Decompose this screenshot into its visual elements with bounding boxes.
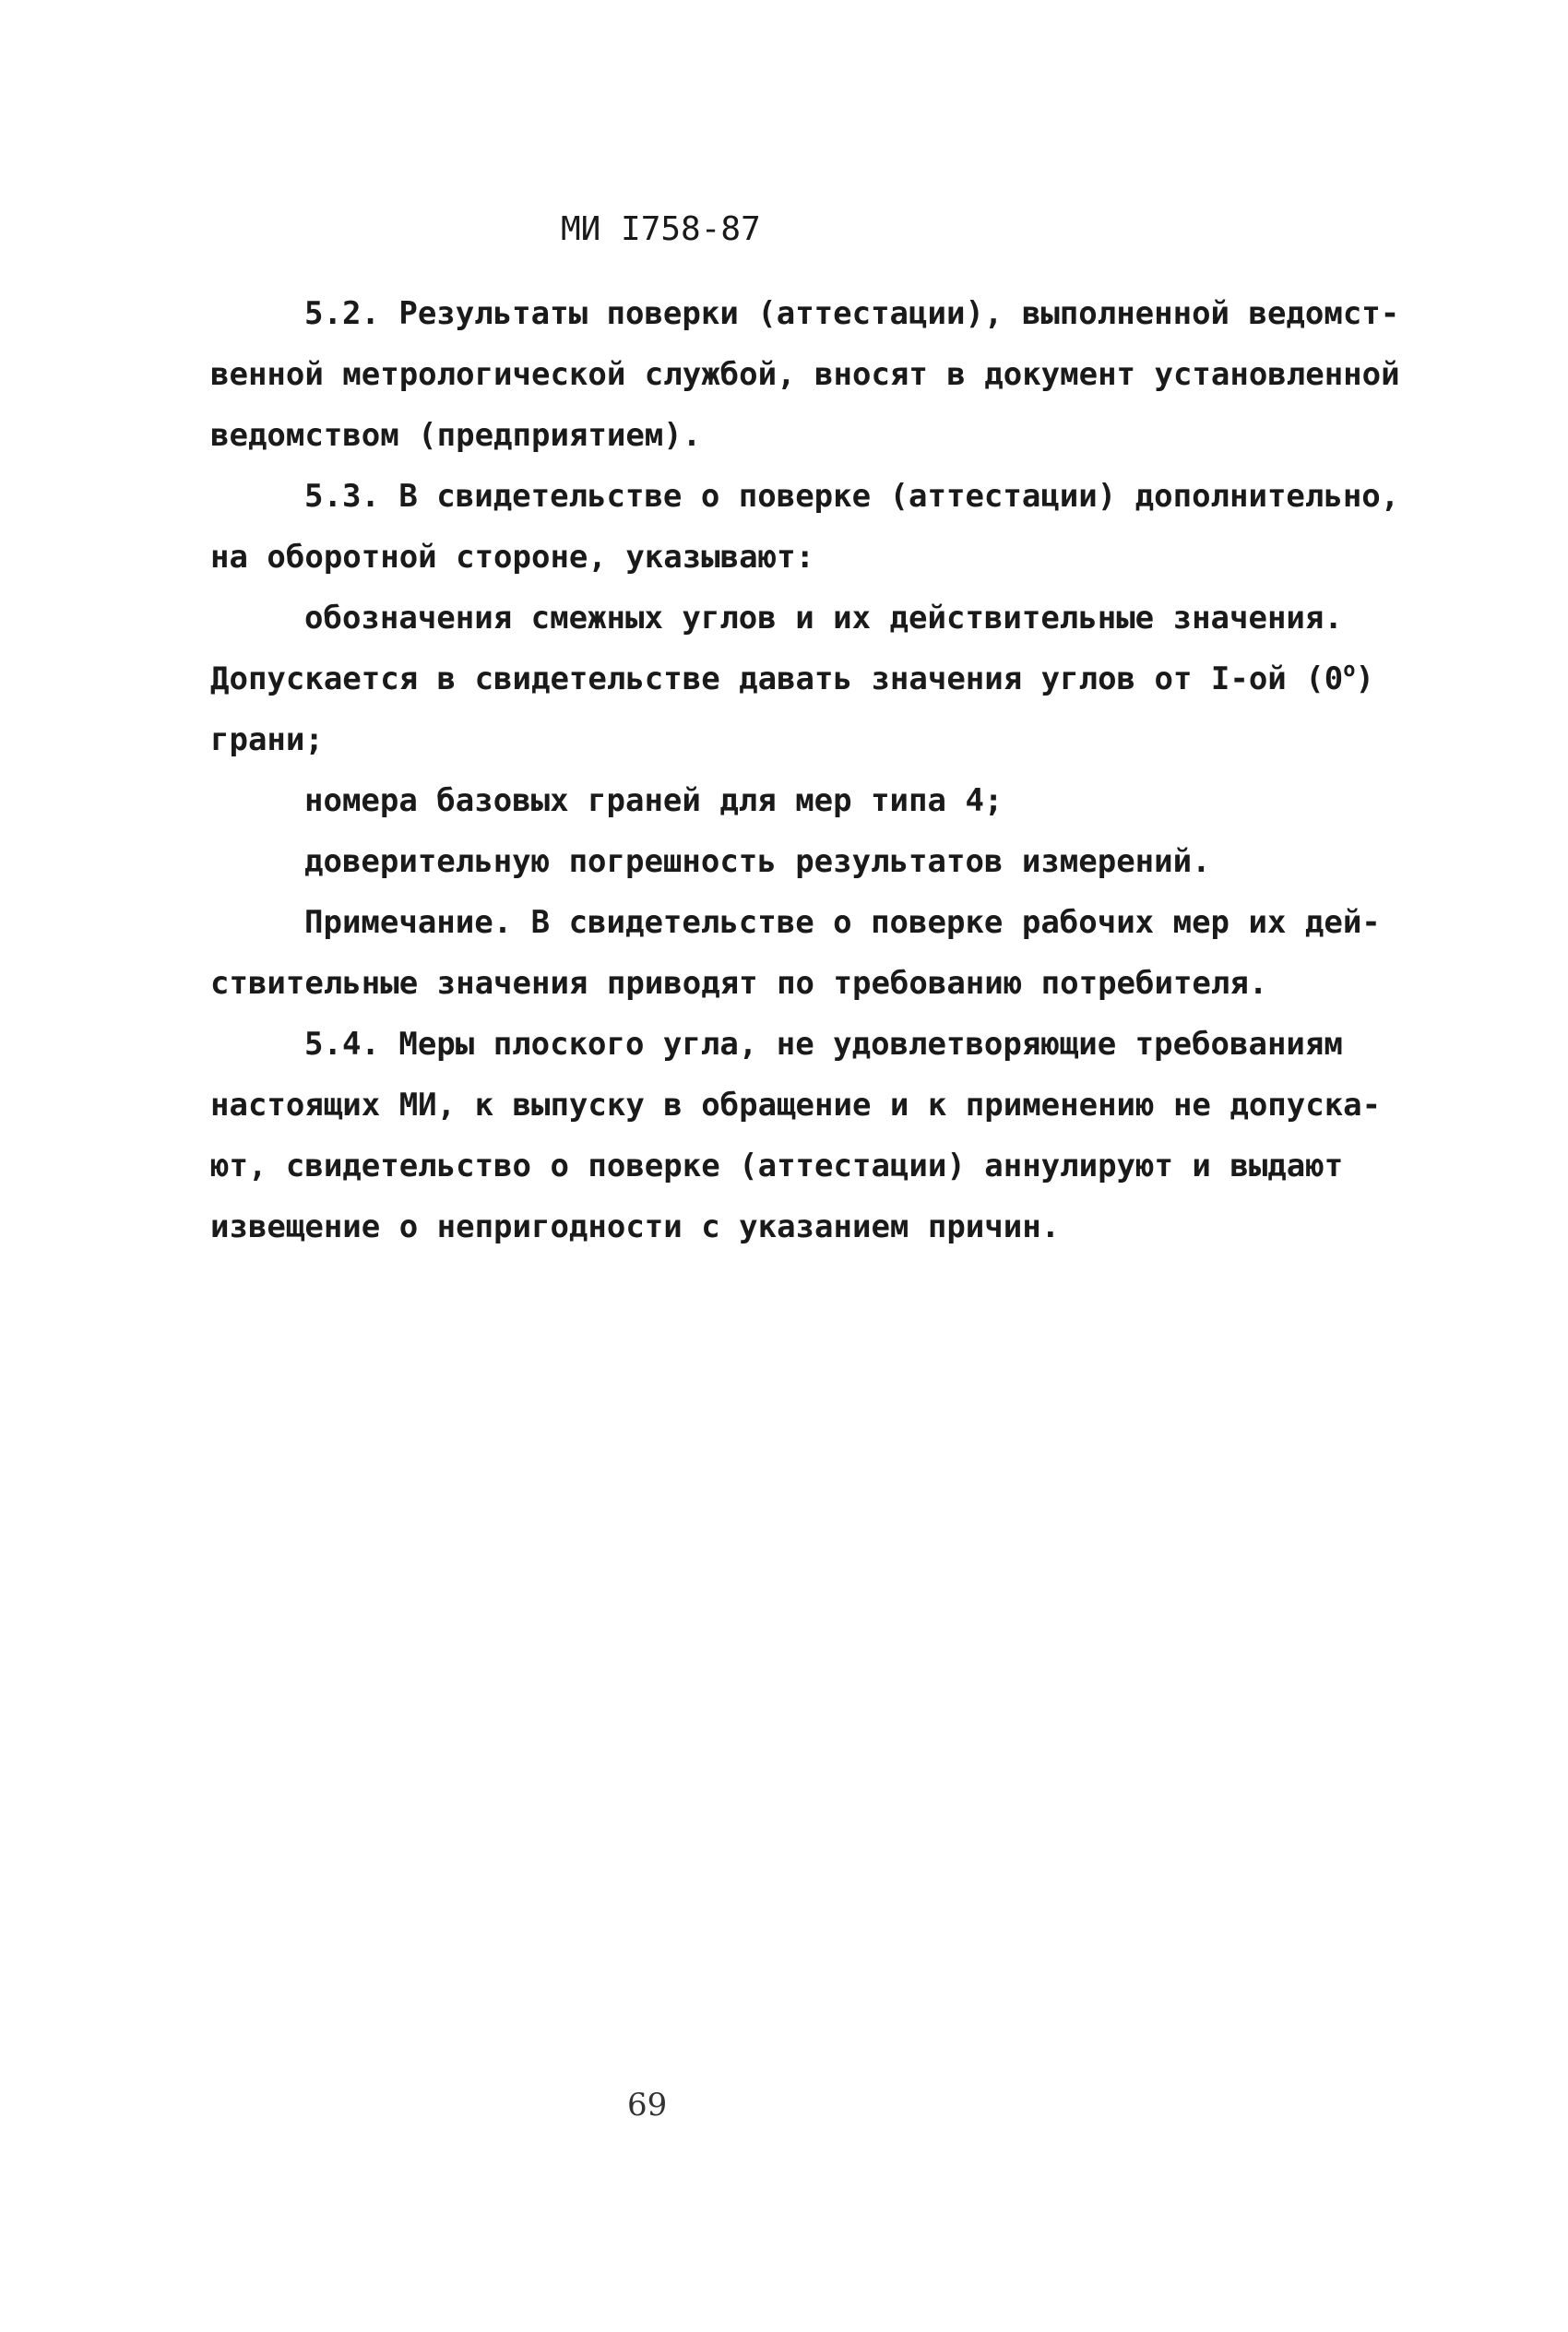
note-line-2: ствительные значения приводят по требованию потребителя. [210, 965, 1268, 1002]
closing-parenthesis: ) [1355, 660, 1374, 697]
page-number: 69 [627, 2087, 668, 2124]
list-item-confidence-error: доверительную погрешность результатов измерений. [304, 843, 1211, 880]
paragraph-5-2-line-3: ведомством (предприятием). [210, 417, 702, 454]
degree-superscript: o [1343, 659, 1356, 682]
paragraph-5-2-line-2: венной метрологической службой, вносят в документ установленной [210, 356, 1400, 393]
paragraph-5-3-line-2: на оборотной стороне, указывают: [210, 539, 815, 576]
paragraph-5-4-line-2: настоящих МИ, к выпуску в обращение и к применению не допуска- [210, 1087, 1382, 1124]
list-item-angles-line-3: грани; [210, 721, 324, 758]
paragraph-5-2-line-1: 5.2. Результаты поверки (аттестации), выполненной ведомст- [304, 295, 1400, 332]
paragraph-5-4-line-3: ют, свидетельство о поверке (аттестации) аннулируют и выдают [210, 1148, 1344, 1184]
list-item-angles-line-2-text: Допускается в свидетельстве давать значения углов от I-ой (0 [210, 660, 1344, 697]
document-code: МИ I758-87 [561, 210, 761, 248]
list-item-angles-line-1: обозначения смежных углов и их действительные значения. [304, 600, 1343, 637]
note-line-1: Примечание. В свидетельстве о поверке рабочих мер их дей- [304, 904, 1381, 941]
paragraph-5-3-line-1: 5.3. В свидетельстве о поверке (аттестации) дополнительно, [304, 478, 1400, 515]
paragraph-5-4-line-4: извещение о непригодности с указанием причин. [210, 1208, 1061, 1245]
list-item-angles-line-2 [210, 659, 1374, 699]
list-item-base-faces: номера базовых граней для мер типа 4; [304, 782, 1004, 819]
paragraph-5-4-line-1: 5.4. Меры плоского угла, не удовлетворяющие требованиям [304, 1026, 1343, 1063]
